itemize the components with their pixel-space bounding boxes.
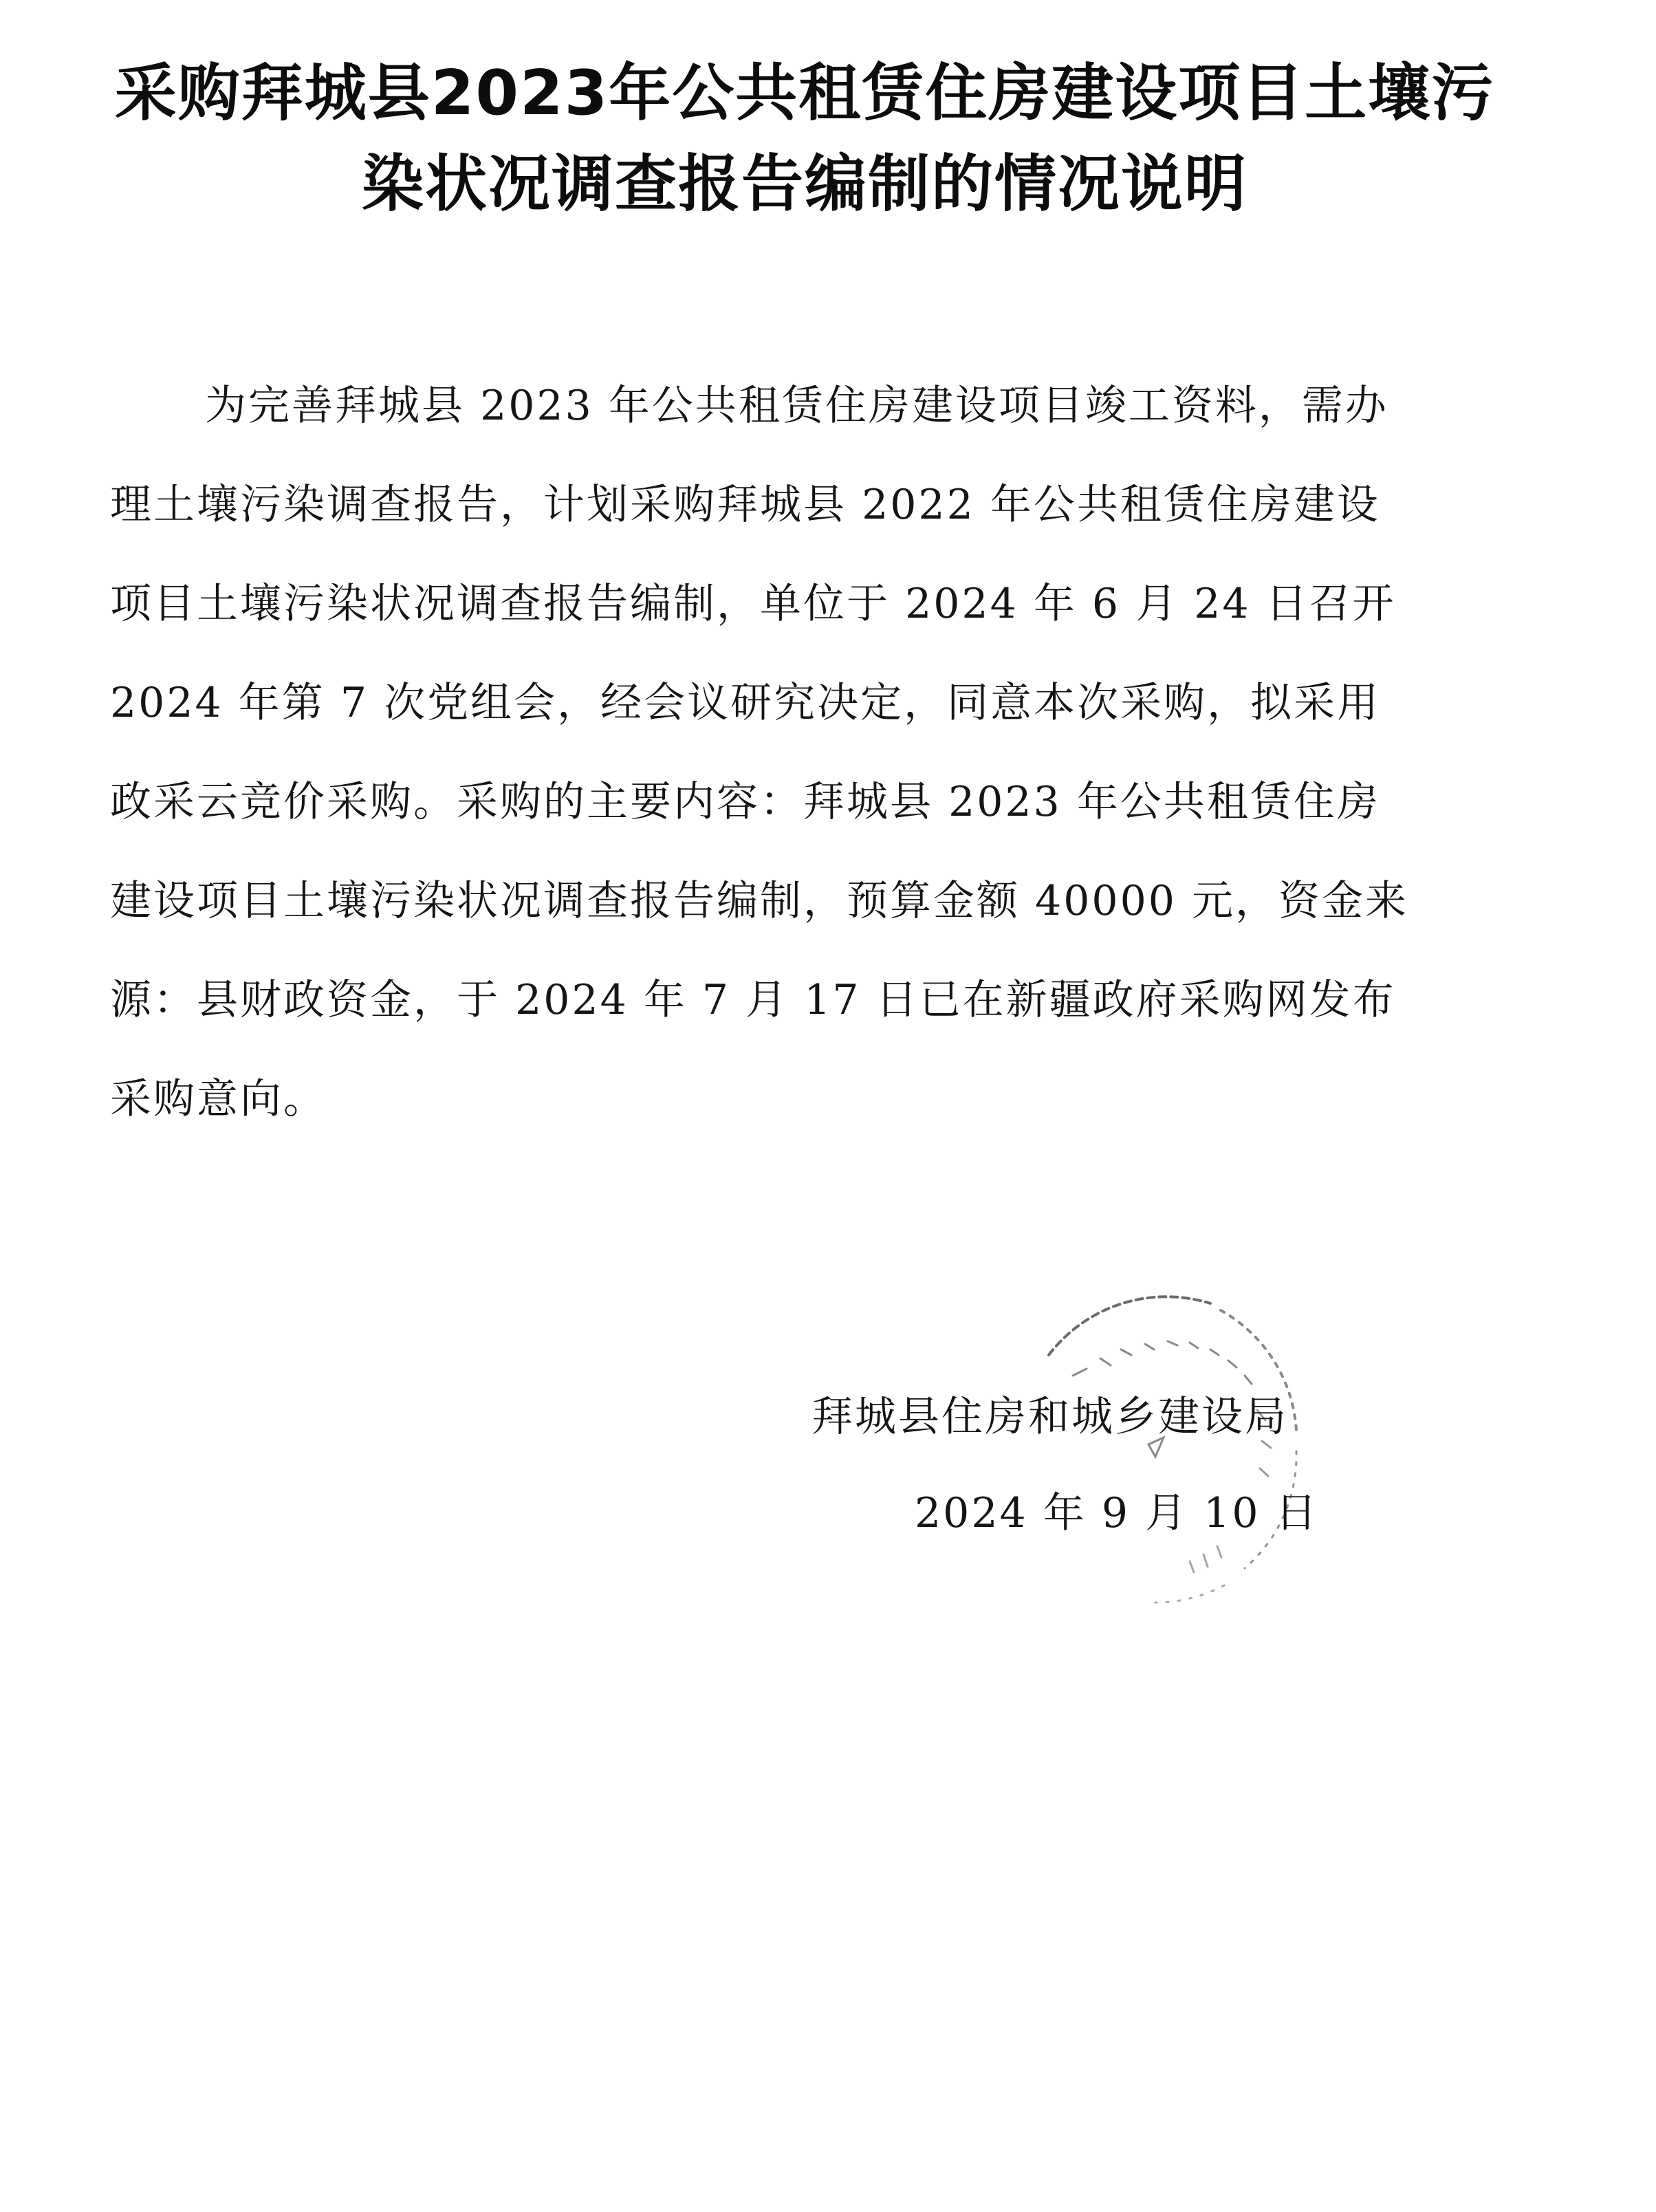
issue-date: 2024 年 9 月 10 日 [915,1489,1319,1537]
body-line: 建设项目土壤污染状况调查报告编制，预算金额 40000 元，资金来 [110,877,1409,925]
body-line: 政采云竞价采购。采购的主要内容：拜城县 2023 年公共租赁住房 [110,778,1380,826]
title-line-1: 采购拜城县2023年公共租赁住房建设项目土壤污 [114,57,1495,129]
document-title [69,48,1540,230]
body-line: 为完善拜城县 2023 年公共租赁住房建设项目竣工资料，需办 [205,382,1388,430]
body-line: 2024 年第 7 次党组会，经会议研究决定，同意本次采购，拟采用 [110,679,1381,727]
body-line: 理土壤污染调查报告，计划采购拜城县 2022 年公共租赁住房建设 [110,481,1380,529]
title-line-2: 染状况调查报告编制的情况说明 [362,148,1248,220]
issuing-organization: 拜城县住房和城乡建设局 [811,1393,1288,1441]
body-line: 项目土壤污染状况调查报告编制，单位于 2024 年 6 月 24 日召开 [110,580,1396,628]
signature-block [811,1369,1430,1561]
body-paragraph [110,356,1506,1149]
body-line: 采购意向。 [110,1075,327,1123]
body-line: 源：县财政资金，于 2024 年 7 月 17 日已在新疆政府采购网发布 [110,976,1396,1024]
